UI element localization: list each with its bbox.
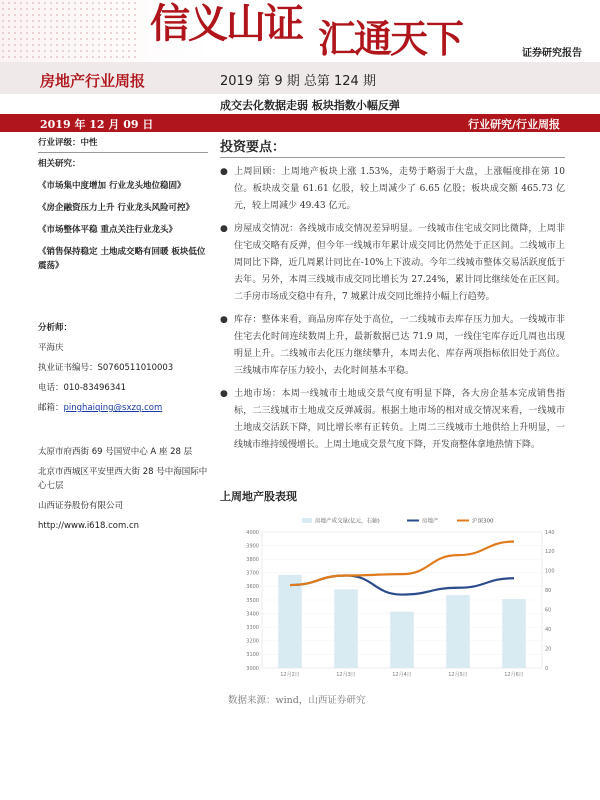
right-axis-tick-label: 140 [545, 529, 555, 536]
bullet-icon: ● [220, 389, 228, 399]
sidebar [38, 136, 208, 533]
right-axis-tick-label: 80 [545, 588, 552, 595]
volume-bar [278, 575, 302, 668]
csi300-line [290, 542, 514, 586]
x-axis-tick-label: 12月5日 [448, 672, 468, 678]
right-axis-tick-label: 0 [545, 665, 549, 672]
left-axis-tick-label: 3100 [246, 652, 259, 659]
report-date: 2019 年 12 月 09 日 [40, 118, 154, 131]
x-axis-tick-label: 12月6日 [504, 672, 524, 678]
related-research-item[interactable]: 《市场整体平稳 重点关注行业龙头》 [38, 225, 177, 235]
industry-rating: 行业评级：中性 [38, 136, 208, 153]
x-axis-tick-label: 12月3日 [336, 672, 356, 678]
key-point-paragraph [220, 164, 565, 215]
related-research-item[interactable]: 《销售保持稳定 土地成交略有回暖 板块低位震荡》 [38, 247, 206, 271]
report-headline: 成交去化数据走弱 板块指数小幅反弹 [220, 99, 400, 112]
right-axis-tick-label: 120 [545, 549, 555, 556]
key-point-paragraph [220, 386, 565, 454]
report-title: 房地产行业周报 [40, 72, 146, 90]
key-point-text: 房屋成交情况：各线城市成交情况差异明显。一线城市住宅成交同比微降，上周非住宅成交略有反弹，但今年一线城市年累计成交同比仍然处于正区间。二线城市上周同比下降，近几周累计同比在-10%上下波动。今年二线城市整体交易活跃度低于去年。另外，本周三线城市成交同比增长为 27.24%，累计同比继续处在正区间。二手房市场成交稳中有升，7 城累计成交同比维持小幅上行趋势。 [234, 224, 565, 302]
title-bar [0, 62, 600, 94]
bullet-icon: ● [220, 224, 228, 234]
volume-bar [390, 612, 414, 668]
top-banner [0, 0, 600, 62]
left-axis-tick-label: 3300 [246, 625, 259, 631]
right-axis-tick-label: 100 [545, 568, 555, 575]
banner-decoration [0, 0, 140, 62]
email-label: 邮箱： [38, 403, 64, 413]
analyst-email-row [38, 401, 208, 415]
x-axis-tick-label: 12月4日 [392, 672, 412, 678]
key-point-text: 库存：整体来看，商品房库存处于高位，一二线城市去库存压力加大。一线城市非住宅去化时间连续数周上升，最新数据已达 71.9 周，一线住宅库存近几周也出现明显上升。二线城市去化压力继续攀升，本周去化、库存两项指标依旧处于高位。三线城市库存压力较小，去化时间基本平稳。 [234, 315, 565, 376]
key-point-text: 土地市场：本周一线城市土地成交景气度有明显下降，各大房企基本完成销售指标，二三线城市土地成交反弹减弱。根据土地市场的相对成交情况来看，一线城市土地成交活跃下降，同比增长率有正转负。上周二三线城市土地供给上升明显，一线城市维持缓慢增长。上周土地成交景气度下降，开发商整体拿地热情下降。 [234, 389, 565, 450]
key-point-text: 上周回顾：上周地产板块上涨 1.53%，走势于略弱于大盘，上涨幅度排在第 10 位。板块成交量 61.61 亿股，较上周减少了 6.65 亿股；板块成交额 465.73 亿元，较上周减少 49.43 亿元。 [234, 167, 565, 211]
certificate-number: 执业证书编号：S0760511010003 [38, 363, 174, 373]
analyst-email-link[interactable]: pinghaiqing@sxzq.com [63, 403, 163, 413]
x-axis-tick-label: 12月2日 [280, 672, 300, 678]
analyst-phone: 电话：010-83496341 [38, 383, 127, 393]
right-axis-tick-label: 20 [545, 646, 552, 653]
legend-swatch-volume [302, 518, 312, 523]
performance-chart [232, 510, 572, 690]
left-axis-tick-label: 3500 [246, 597, 259, 604]
legend-label-csi300: 沪深300 [472, 518, 494, 525]
date-bar [0, 114, 600, 132]
key-points-section [220, 136, 565, 454]
left-axis-tick-label: 3600 [246, 584, 259, 591]
left-axis-tick-label: 4000 [246, 529, 259, 536]
data-source: 数据来源：wind，山西证券研究 [228, 695, 366, 706]
bullet-icon: ● [220, 167, 228, 177]
left-axis-tick-label: 3700 [246, 570, 259, 577]
chart-title: 上周地产股表现 [220, 490, 297, 503]
slogan-left: 信义山证 [150, 0, 302, 47]
key-point-paragraph [220, 221, 565, 306]
volume-bar [334, 589, 358, 668]
analyst-label: 分析师： [38, 323, 73, 333]
company-website[interactable]: http://www.i618.com.cn [38, 521, 140, 531]
left-axis-tick-label: 3800 [246, 557, 259, 563]
address-taiyuan: 太原市府西街 69 号国贸中心 A 座 28 层 [38, 447, 193, 457]
left-axis-tick-label: 3000 [246, 665, 259, 672]
report-type-tag: 证券研究报告 [522, 48, 582, 59]
company-name: 山西证券股份有限公司 [38, 501, 124, 511]
volume-bar [446, 595, 470, 668]
report-category: 行业研究/行业周报 [467, 118, 560, 131]
left-axis-tick-label: 3900 [246, 543, 259, 550]
related-research-label: 相关研究： [38, 159, 81, 169]
key-points-title: 投资要点： [220, 136, 565, 158]
key-point-paragraph [220, 312, 565, 380]
right-axis-tick-label: 40 [545, 626, 552, 633]
left-axis-tick-label: 3200 [246, 638, 259, 645]
left-axis-tick-label: 3400 [246, 611, 259, 618]
slogan-right: 汇通天下 [318, 16, 463, 61]
related-research-item[interactable]: 《市场集中度增加 行业龙头地位稳固》 [38, 181, 186, 191]
legend-label-volume: 房地产成交量(亿元，右轴) [315, 518, 380, 525]
related-research-item[interactable]: 《房企融资压力上升 行业龙头风险可控》 [38, 203, 194, 213]
right-axis-tick-label: 60 [545, 607, 552, 614]
issue-number: 2019 第 9 期 总第 124 期 [220, 74, 376, 89]
volume-bar [502, 599, 526, 668]
bullet-icon: ● [220, 315, 228, 325]
address-beijing: 北京市西城区平安里西大街 28 号中海国际中心七层 [38, 467, 208, 491]
legend-label-real-estate: 房地产 [422, 518, 439, 525]
analyst-name: 平海庆 [38, 343, 64, 353]
